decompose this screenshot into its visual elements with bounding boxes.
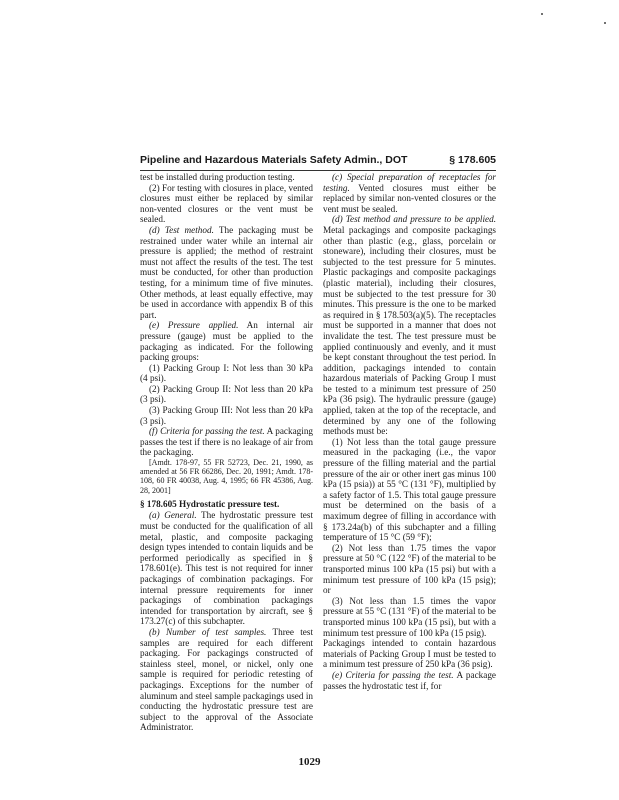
paragraph-label: (b) Number of test samples. [149,626,267,637]
paragraph: (b) Number of test samples. Three test samples are required for each different packaging. For packagings constructed of stainless steel, monel, or nickel, only one sample is required for periodic retesting of packagings. Exceptions for the number of aluminum and steel sample packagings used in conducting the hydrostatic pressure test are subject to the approval of the Associate Administrator. [140,626,314,733]
paragraph: (2) For testing with closures in place, vented closures must either be replaced by similar non-vented closures or the vent must be sealed. [140,182,313,225]
left-column [140,172,313,733]
paragraph-label: (a) General. [149,510,197,521]
paragraph: (2) Packing Group II: Not less than 20 kPa (3 psi). [140,383,313,405]
scan-speck [541,13,543,15]
paragraph: (3) Not less than 1.5 times the vapor pressure at 55 °C (131 °F) of the material to be transported minus 100 kPa (15 psi), but with a minimum test pressure of 100 kPa (15 psig). [323,595,496,638]
paragraph-label: (f) Criteria for passing the test. [149,426,265,437]
paragraph: (2) Not less than 1.75 times the vapor pressure at 50 °C (122 °F) of the material to be transported minus 100 kPa (15 psi) but with a minimum test pressure of 100 kPa (15 psig); or [323,542,496,596]
paragraph: (f) Criteria for passing the test. A packaging passes the test if there is no leakage of air from the packaging. [140,426,314,458]
paragraph: (e) Criteria for passing the test. A package passes the hydrostatic test if, for [323,669,496,691]
section-title: § 178.605 Hydrostatic pressure test. [140,498,280,509]
running-header [140,150,496,171]
paragraph: test be installed during production testing. [140,172,295,182]
scan-speck [604,22,606,24]
right-column [323,172,496,691]
paragraph: (e) Pressure applied. An internal air pressure (gauge) must be applied to the packaging as indicated. For the following packing groups: [140,320,313,363]
header-title: Pipeline and Hazardous Materials Safety Admin., DOT [140,154,408,166]
amendment-citation: [Amdt. 178-97, 55 FR 52723, Dec. 21, 1990, as amended at 56 FR 66286, Dec. 20, 1991; Amdt. 178-108, 60 FR 40038, Aug. 4, 1995; 66 FR 45386, Aug. 28, 2001] [140,458,313,495]
paragraph: (1) Not less than the total gauge pressure measured in the packaging (i.e., the vapor pressure of the filling material and the partial pressure of the air or other inert gas minus 100 kPa (15 psia)) at 55 °C (131 °F), multiplied by a safety factor of 1.5. This total gauge pressure must be determined on the basis of a maximum degree of filling in accordance with § 173.24a(b) of this subchapter and a filling temperature of 15 °C (59 °F); [323,436,496,543]
paragraph: (c) Special preparation of receptacles for testing. Vented closures must either be replaced by similar non-vented closures or the vent must be sealed. [323,172,496,214]
paragraph: (a) General. The hydrostatic pressure test must be conducted for the qualification of all metal, plastic, and composite packaging design types intended to contain liquids and be performed periodically as specified in § 178.601(e). This test is not required for inner packagings of combination packagings. For internal pressure requirements for inner packagings of combination packagings intended for transportation by aircraft, see § 173.27(c) of this subchapter. [140,510,313,627]
paragraph-label: (c) Special preparation of receptacles for testing. [323,172,496,193]
paragraph: (d) Test method and pressure to be applied. Metal packagings and composite packagings other than plastic (e.g., glass, porcelain or stoneware), including their closures, must be subjected to the test pressure for 5 minutes. Plastic packagings and composite packagings (plastic material), including their closures, must be subjected to the test pressure for 30 minutes. This pressure is the one to be marked as required in § 178.503(a)(5). The receptacles must be supported in a manner that does not invalidate the test. The test pressure must be applied continuously and evenly, and it must be kept constant throughout the test period. In addition, packagings intended to contain hazardous materials of Packing Group I must be tested to a minimum test pressure of 250 kPa (36 psig). The hydraulic pressure (gauge) applied, taken at the top of the receptacle, and determined by any one of the following methods must be: [323,214,496,437]
page-number: 1029 [298,756,321,768]
paragraph: (3) Packing Group III: Not less than 20 kPa (3 psi). [140,405,313,426]
paragraph-label: (e) Criteria for passing the test. [332,669,454,680]
paragraph-label: (e) Pressure applied. [149,320,239,331]
paragraph-label: (d) Test method and pressure to be applied. [332,214,496,225]
paragraph: Packagings intended to contain hazardous materials of Packing Group I must be tested to a minimum test pressure of 250 kPa (36 psig). [323,638,496,670]
header-section-number: § 178.605 [449,154,496,166]
paragraph: (1) Packing Group I: Not less than 30 kPa (4 psi). [140,362,313,384]
paragraph: (d) Test method. The packaging must be restrained under water while an internal air pressure is applied; the method of restraint must not affect the results of the test. The test must be conducted, for other than production testing, for a minimum time of five minutes. Other methods, at least equally effective, may be used in accordance with appendix B of this part. [140,224,313,320]
paragraph-label: (d) Test method. [149,224,214,235]
